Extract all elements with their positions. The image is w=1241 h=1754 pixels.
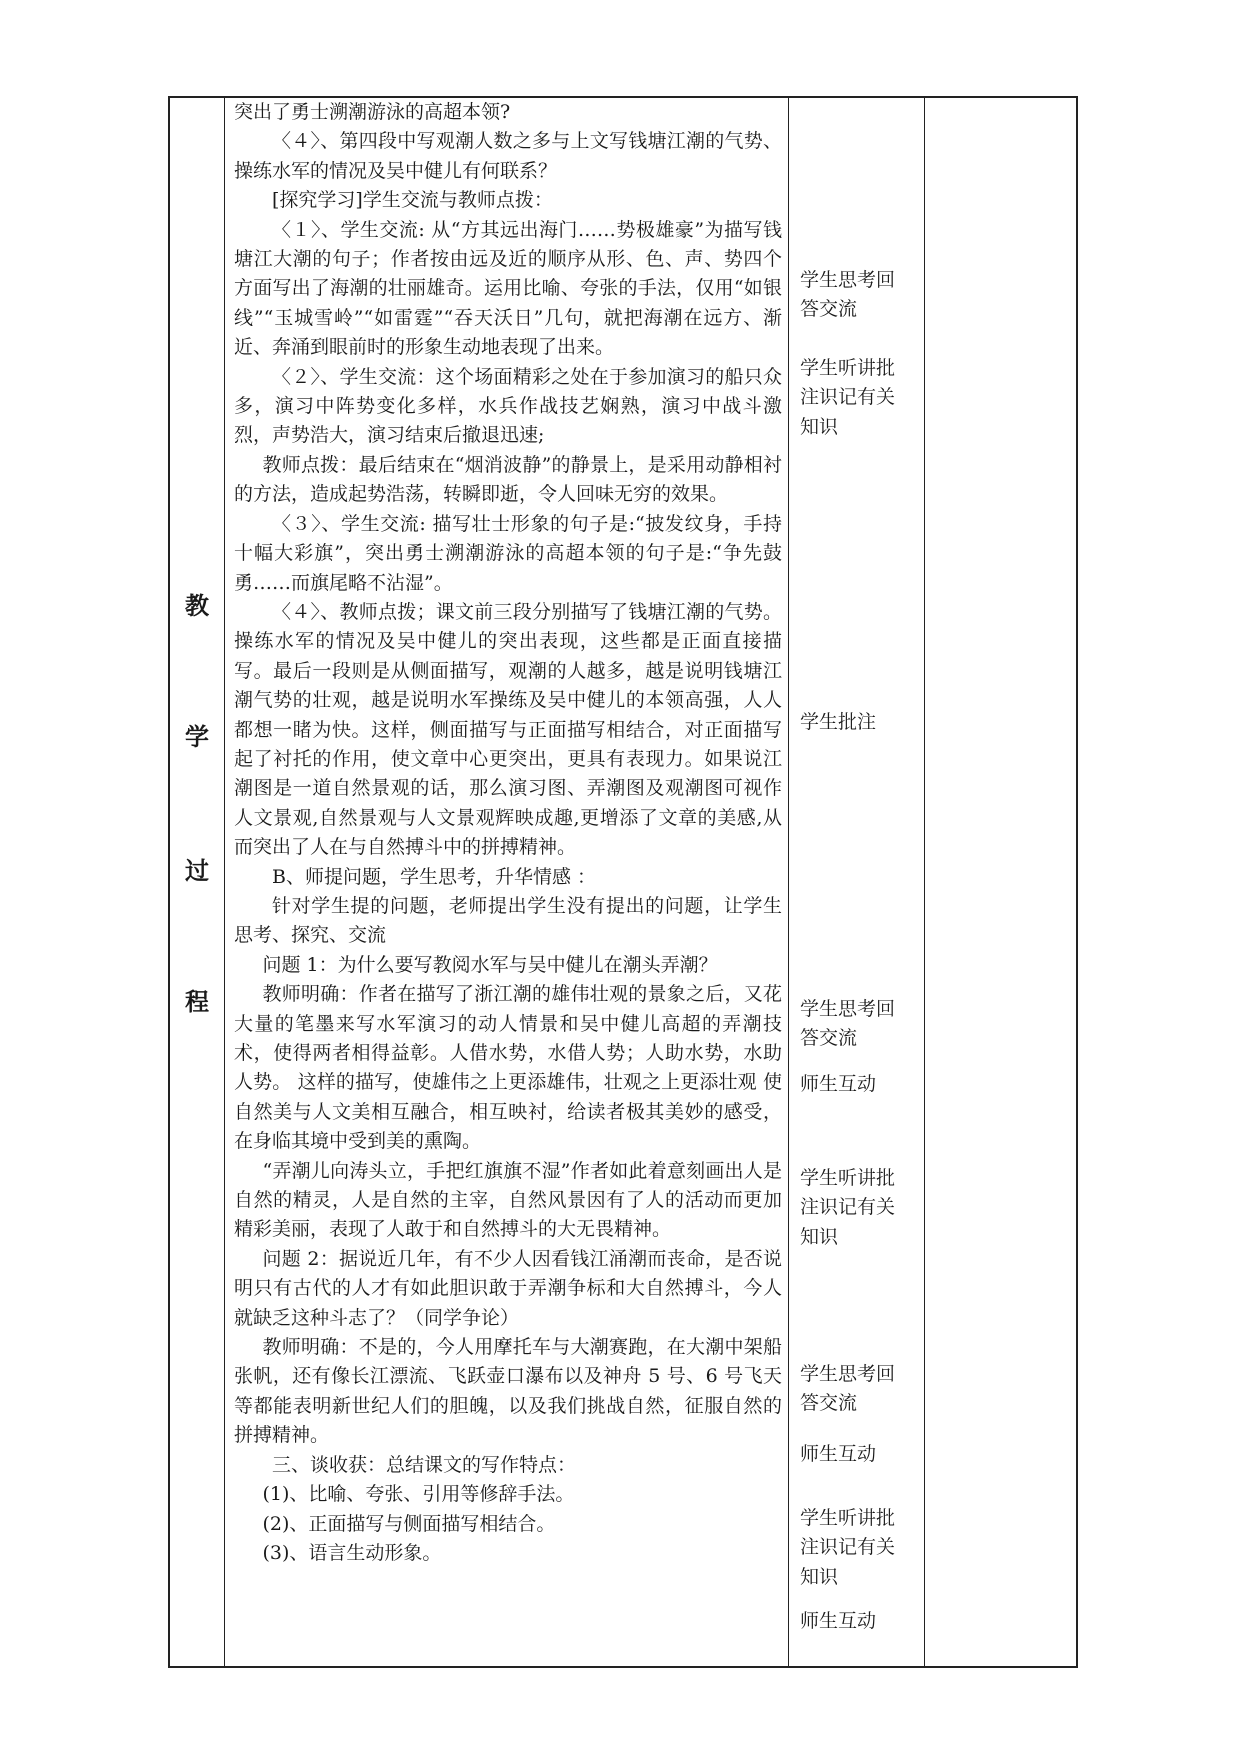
content-paragraph: 教师明确：作者在描写了浙江潮的雄伟壮观的景象之后，又花大量的笔墨来写水军演习的动人情景和吴中健儿高超的弄潮技术，使得两者相得益彰。人借水势，水借人势；人助水势，水助人势。 这样的描写，使雄伟之上更添雄伟，壮观之上更添壮观 使自然美与人文美相互融合，相互映衬，给读者极其美妙的感受，在身临其境中受到美的熏陶。	[234, 983, 782, 1153]
column-divider	[788, 98, 789, 1666]
activity-note: 学生思考回 答交流	[800, 998, 896, 1050]
column-divider	[924, 98, 925, 1666]
content-paragraph: (2)、正面描写与侧面描写相结合。	[262, 1512, 556, 1535]
content-paragraph: 〈２〉、学生交流：这个场面精彩之处在于参加演习的船只众多，演习中阵势变化多样，水兵作战技艺娴熟，演习中战斗激烈，声势浩大，演习结束后撤退迅速;	[234, 365, 782, 447]
section-label-char: 教	[185, 592, 209, 620]
activity-note: 学生听讲批 注识记有关 知识	[800, 1167, 896, 1248]
content-paragraph: “弄潮儿向涛头立，手把红旗旗不湿”作者如此着意刻画出人是自然的精灵，人是自然的主宰，自然风景因有了人的活动而更加精彩美丽，表现了人敢于和自然搏斗的大无畏精神。	[234, 1159, 782, 1241]
content-paragraph: 〈３〉、学生交流: 描写壮士形象的句子是:“披发纹身，手持十幅大彩旗”，突出勇士溯潮游泳的高超本领的句子是:“争先鼓勇……而旗尾略不沾湿”。	[234, 512, 782, 594]
section-label-char: 过	[185, 857, 209, 885]
activity-note: 学生思考回 答交流	[800, 1363, 896, 1415]
content-paragraph: 〈１〉、学生交流: 从“方其远出海门……势极雄豪”为描写钱塘江大潮的句子；作者按由远及近的顺序从形、色、声、势四个方面写出了海潮的壮丽雄奇。运用比喻、夸张的手法，仅用“如银线”“玉城雪岭”“如雷霆”“吞天沃日”几句，就把海潮在远方、渐近、奔涌到眼前时的形象生动地表现了出来。	[234, 218, 782, 359]
activity-note: 师生互动	[800, 1610, 877, 1632]
content-paragraph: [探究学习]学生交流与教师点拨：	[272, 189, 553, 212]
content-paragraph: 突出了勇士溯潮游泳的高超本领?	[234, 101, 511, 123]
content-paragraph: 问题 2：据说近几年，有不少人因看钱江涌潮而丧命，是否说明只有古代的人才有如此胆识敢于弄潮争标和大自然搏斗，今人就缺乏这种斗志了？（同学争论）	[234, 1247, 782, 1329]
activity-note: 师生互动	[800, 1073, 877, 1095]
content-paragraph: 三、谈收获：总结课文的写作特点：	[272, 1453, 577, 1476]
activity-note: 师生互动	[800, 1443, 877, 1465]
content-paragraph: 教师明确：不是的，今人用摩托车与大潮赛跑，在大潮中架船张帆，还有像长江漂流、飞跃壶口瀑布以及神舟 5 号、6 号飞天等都能表明新世纪人们的胆魄，以及我们挑战自然，征服自然的拼搏精神。	[234, 1336, 782, 1447]
content-paragraph: 针对学生提的问题，老师提出学生没有提出的问题，让学生思考、探究、交流	[234, 894, 782, 947]
content-paragraph: 〈４〉、教师点拨；课文前三段分别描写了钱塘江潮的气势。 操练水军的情况及吴中健儿的突出表现，这些都是正面直接描写。最后一段则是从侧面描写，观潮的人越多，越是说明钱塘江潮气势的壮观，越是说明水军操练及吴中健儿的本领高强，人人都想一睹为快。这样，侧面描写与正面描写相结合，对正面描写起了衬托的作用，使文章中心更突出，更具有表现力。如果说江潮图是一道自然景观的话，那么演习图、弄潮图及观潮图可视作人文景观,自然景观与人文景观辉映成趣,更增添了文章的美感,从而突出了人在与自然搏斗中的拼搏精神。	[234, 600, 782, 859]
content-paragraph: (1)、比喻、夸张、引用等修辞手法。	[262, 1483, 575, 1506]
section-label-char: 学	[185, 723, 209, 751]
activity-note: 学生听讲批 注识记有关 知识	[800, 357, 896, 438]
content-paragraph: B、师提问题，学生思考，升华情感 ：	[272, 865, 597, 888]
content-paragraph: 教师点拨：最后结束在“烟消波静”的静景上，是采用动静相衬的方法，造成起势浩荡，转瞬即逝，令人回味无穷的效果。	[234, 453, 782, 506]
activity-note: 学生批注	[800, 711, 877, 733]
section-label	[170, 98, 224, 1666]
lesson-table	[168, 96, 1078, 1668]
content-paragraph: (3)、语言生动形象。	[262, 1541, 442, 1564]
column-divider	[224, 98, 225, 1666]
content-paragraph: 问题 1：为什么要写教阅水军与吴中健儿在潮头弄潮？	[262, 953, 718, 976]
activity-note: 学生听讲批 注识记有关 知识	[800, 1507, 896, 1588]
section-label-char: 程	[185, 988, 209, 1016]
activity-note: 学生思考回 答交流	[800, 269, 896, 321]
content-paragraph: 〈４〉、第四段中写观潮人数之多与上文写钱塘江潮的气势、 操练水军的情况及吴中健儿有何联系？	[234, 130, 782, 182]
teaching-content	[234, 98, 782, 1568]
